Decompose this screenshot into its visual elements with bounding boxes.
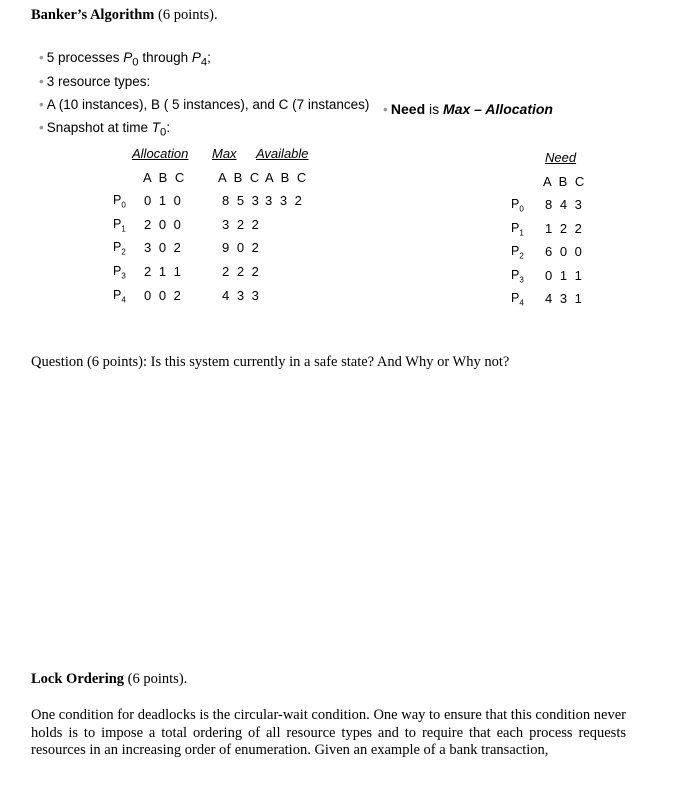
need-cell: 4 3 1 <box>545 291 584 306</box>
need-cell: 6 0 0 <box>545 244 584 259</box>
process-label: $P_1$ <box>113 217 126 234</box>
need-process-label: $P_1$ <box>511 221 524 238</box>
process-label: $P_2$ <box>113 240 126 257</box>
allocation-cell: 2 1 1 <box>144 264 183 279</box>
lock-ordering-paragraph: One condition for deadlocks is the circular-wait condition. One way to ensure that this condition never holds is to impose a total ordering of all resource types and to require that each process requests resources in an increasing order of enumeration. Given an example of a bank transaction, <box>31 707 626 758</box>
bullet-processes: • 5 processes $P_0$ through $P_4$; <box>39 50 211 69</box>
bullet-dot-icon: • <box>39 97 44 112</box>
process-label: $P_3$ <box>113 264 126 281</box>
allocation-cell: 0 0 2 <box>144 288 183 303</box>
need-process-label: $P_4$ <box>511 291 524 308</box>
col-header-need: Need <box>545 150 577 165</box>
need-cell: 8 4 3 <box>545 197 584 212</box>
sub-header-allocation: A B C <box>143 170 187 185</box>
section-heading-bankers <box>31 7 218 24</box>
max-cell: 4 3 3 <box>222 288 261 303</box>
bullet-snapshot: • Snapshot at time $T_0$: <box>39 120 171 139</box>
allocation-cell: 2 0 0 <box>144 217 183 232</box>
bullet-dot-icon: • <box>383 101 388 117</box>
max-cell: 9 0 2 <box>222 240 261 255</box>
sub-header-available: A B C <box>265 170 309 185</box>
need-process-label: $P_0$ <box>511 197 524 214</box>
max-cell: 3 2 2 <box>222 217 261 232</box>
available-value: 3 3 2 <box>265 193 304 208</box>
bullet-dot-icon: • <box>39 120 44 135</box>
sub-header-need: A B C <box>543 174 587 189</box>
bullet-instances: • A (10 instances), B ( 5 instances), and C (7 instances) <box>39 97 370 112</box>
allocation-cell: 3 0 2 <box>144 240 183 255</box>
need-process-label: $P_3$ <box>511 268 524 285</box>
section-points: (6 points). <box>127 671 188 687</box>
col-header-allocation: Allocation <box>132 146 189 161</box>
need-cell: 0 1 1 <box>545 268 584 283</box>
sub-header-max: A B C <box>218 170 262 185</box>
need-definition: • Need is Max – Allocation <box>383 101 553 117</box>
section-points: (6 points). <box>158 7 218 23</box>
need-cell: 1 2 2 <box>545 221 584 236</box>
need-process-label: $P_2$ <box>511 244 524 261</box>
bullet-dot-icon: • <box>39 74 44 89</box>
col-header-max: Max <box>212 146 237 161</box>
process-label: $P_4$ <box>113 288 126 305</box>
process-label: $P_0$ <box>113 193 126 210</box>
bullet-dot-icon: • <box>39 50 44 65</box>
allocation-cell: 0 1 0 <box>144 193 183 208</box>
section-title: Lock Ordering <box>31 671 125 687</box>
max-cell: 2 2 2 <box>222 264 261 279</box>
question-text: Question (6 points): Is this system currently in a safe state? And Why or Why not? <box>31 354 510 370</box>
section-title: Banker’s Algorithm <box>31 7 155 23</box>
bullet-resource-types: • 3 resource types: <box>39 74 151 89</box>
col-header-available: Available <box>256 146 309 161</box>
section-heading-lock-ordering <box>31 671 187 688</box>
max-cell: 8 5 3 <box>222 193 261 208</box>
